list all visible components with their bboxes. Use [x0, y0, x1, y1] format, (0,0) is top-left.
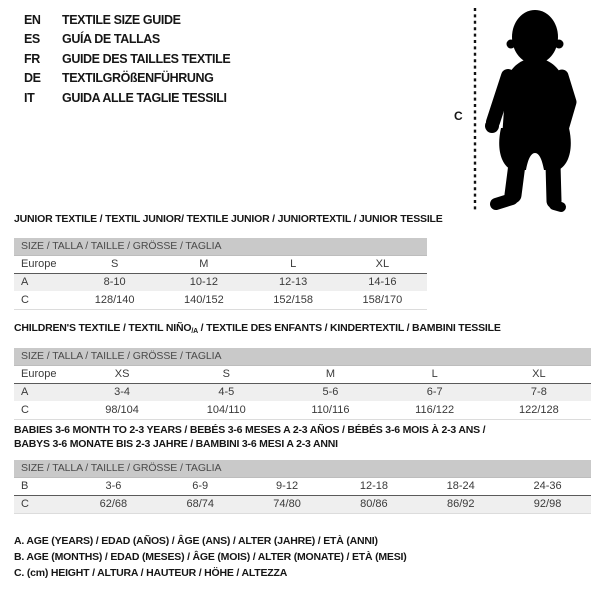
- children-columns-row: [14, 365, 591, 383]
- note-age-months: B. AGE (MONTHS) / EDAD (MESES) / ÂGE (MOIS) / ALTER (MONATE) / ETÀ (MESI): [14, 551, 407, 563]
- cell: 104/110: [174, 401, 278, 419]
- cell: 110/116: [278, 401, 382, 419]
- junior-region-label: Europe: [14, 255, 70, 273]
- babies-row-c: [14, 495, 591, 513]
- children-title-sub: /A: [191, 328, 198, 335]
- children-row-c: [14, 401, 591, 419]
- lang-row-es: [24, 30, 230, 50]
- lang-title: TEXTILGRÖßENFÜHRUNG: [62, 71, 214, 86]
- cell: 74/80: [244, 495, 331, 513]
- cell: 12-13: [279, 276, 308, 289]
- cell: 86/92: [417, 495, 504, 513]
- children-col-header: XS: [70, 365, 174, 383]
- row-label: C: [14, 291, 70, 309]
- cell: 7-8: [530, 386, 547, 399]
- cell: 10-12: [189, 276, 218, 289]
- junior-row-c: [14, 291, 427, 309]
- junior-size-bar-row: [14, 238, 427, 255]
- junior-section-title: JUNIOR TEXTILE / TEXTIL JUNIOR/ TEXTILE JUNIOR / JUNIORTEXTIL / JUNIOR TESSILE: [14, 213, 443, 225]
- cell: 6-9: [157, 477, 244, 495]
- children-section: [14, 322, 591, 420]
- lang-title: GUÍA DE TALLAS: [62, 32, 160, 47]
- junior-col-header: M: [159, 255, 248, 273]
- children-title-post: / TEXTILE DES ENFANTS / KINDERTEXTIL / BAMBINI TESSILE: [197, 322, 501, 334]
- babies-section-title: [14, 424, 591, 451]
- cell: 5-6: [322, 386, 339, 399]
- row-label: B: [14, 477, 70, 495]
- cell: 140/152: [159, 291, 248, 309]
- children-col-header: L: [383, 365, 487, 383]
- children-size-bar-row: [14, 348, 591, 365]
- cell: 18-24: [417, 477, 504, 495]
- row-label: C: [14, 401, 70, 419]
- height-measure-label: C: [454, 109, 463, 123]
- cell: 92/98: [504, 495, 591, 513]
- junior-col-header: S: [70, 255, 159, 273]
- row-label: A: [21, 386, 29, 399]
- junior-col-header: L: [249, 255, 338, 273]
- lang-code: DE: [24, 71, 41, 86]
- babies-title-line1: BABIES 3-6 MONTH TO 2-3 YEARS / BEBÉS 3-6 MESES A 2-3 AÑOS / BÉBÉS 3-6 MOIS À 2-3 ANS /: [14, 424, 486, 436]
- cell: 80/86: [330, 495, 417, 513]
- cell: 4-5: [218, 386, 235, 399]
- cell: 68/74: [157, 495, 244, 513]
- children-size-table: [14, 348, 591, 420]
- children-col-header: M: [278, 365, 382, 383]
- children-region-label: Europe: [14, 365, 70, 383]
- junior-size-table: [14, 238, 427, 310]
- row-label: A: [21, 276, 29, 289]
- cell: 9-12: [244, 477, 331, 495]
- babies-title-line2: BABYS 3-6 MONATE BIS 2-3 JAHRE / BAMBINI 3-6 MESI A 2-3 ANNI: [14, 437, 338, 450]
- junior-row-a: [14, 273, 427, 291]
- children-col-header: S: [174, 365, 278, 383]
- cell: 6-7: [426, 386, 443, 399]
- junior-col-header: XL: [338, 255, 427, 273]
- lang-title: GUIDA ALLE TAGLIE TESSILI: [62, 90, 227, 105]
- children-title-pre: CHILDREN'S TEXTILE / TEXTIL NIÑO: [14, 322, 192, 334]
- lang-title: TEXTILE SIZE GUIDE: [62, 12, 181, 27]
- lang-code: ES: [24, 32, 40, 47]
- babies-row-b: [14, 477, 591, 495]
- cell: 8-10: [103, 276, 126, 289]
- cell: 12-18: [330, 477, 417, 495]
- cell: 122/128: [487, 401, 591, 419]
- baby-figure: [440, 0, 590, 220]
- lang-row-fr: [24, 49, 230, 69]
- lang-row-de: [24, 69, 230, 89]
- cell: 24-36: [504, 477, 591, 495]
- cell: 62/68: [70, 495, 157, 513]
- babies-size-table: [14, 460, 591, 514]
- cell: 116/122: [383, 401, 487, 419]
- row-label: C: [14, 495, 70, 513]
- children-section-title: [14, 322, 591, 335]
- cell: 152/158: [249, 291, 338, 309]
- lang-code: EN: [24, 12, 41, 27]
- baby-silhouette-svg: [440, 0, 590, 220]
- babies-size-bar-row: [14, 460, 591, 477]
- note-age-years: A. AGE (YEARS) / EDAD (AÑOS) / ÂGE (ANS) / ALTER (JAHRE) / ETÀ (ANNI): [14, 535, 378, 547]
- children-col-header: XL: [487, 365, 591, 383]
- note-height: C. (cm) HEIGHT / ALTURA / HAUTEUR / HÖHE / ALTEZZA: [14, 567, 288, 579]
- lang-code: FR: [24, 51, 40, 66]
- junior-size-bar-label: SIZE / TALLA / TAILLE / GRÖSSE / TAGLIA: [14, 238, 427, 255]
- lang-row-en: [24, 10, 230, 30]
- lang-title: GUIDE DES TAILLES TEXTILE: [62, 51, 231, 66]
- lang-code: IT: [24, 90, 35, 105]
- cell: 14-16: [368, 276, 397, 289]
- junior-columns-row: [14, 255, 427, 273]
- cell: 3-4: [114, 386, 131, 399]
- cell: 158/170: [338, 291, 427, 309]
- baby-silhouette-icon: [485, 10, 571, 207]
- lang-row-it: [24, 88, 230, 108]
- babies-size-bar-label: SIZE / TALLA / TAILLE / GRÖSSE / TAGLIA: [14, 460, 591, 477]
- junior-section: [14, 213, 443, 310]
- babies-section: [14, 424, 591, 514]
- cell: 3-6: [70, 477, 157, 495]
- children-size-bar-label: SIZE / TALLA / TAILLE / GRÖSSE / TAGLIA: [14, 348, 591, 365]
- legend-notes: [14, 533, 407, 581]
- children-row-a: [14, 383, 591, 401]
- language-header: [24, 10, 230, 108]
- cell: 128/140: [70, 291, 159, 309]
- cell: 98/104: [70, 401, 174, 419]
